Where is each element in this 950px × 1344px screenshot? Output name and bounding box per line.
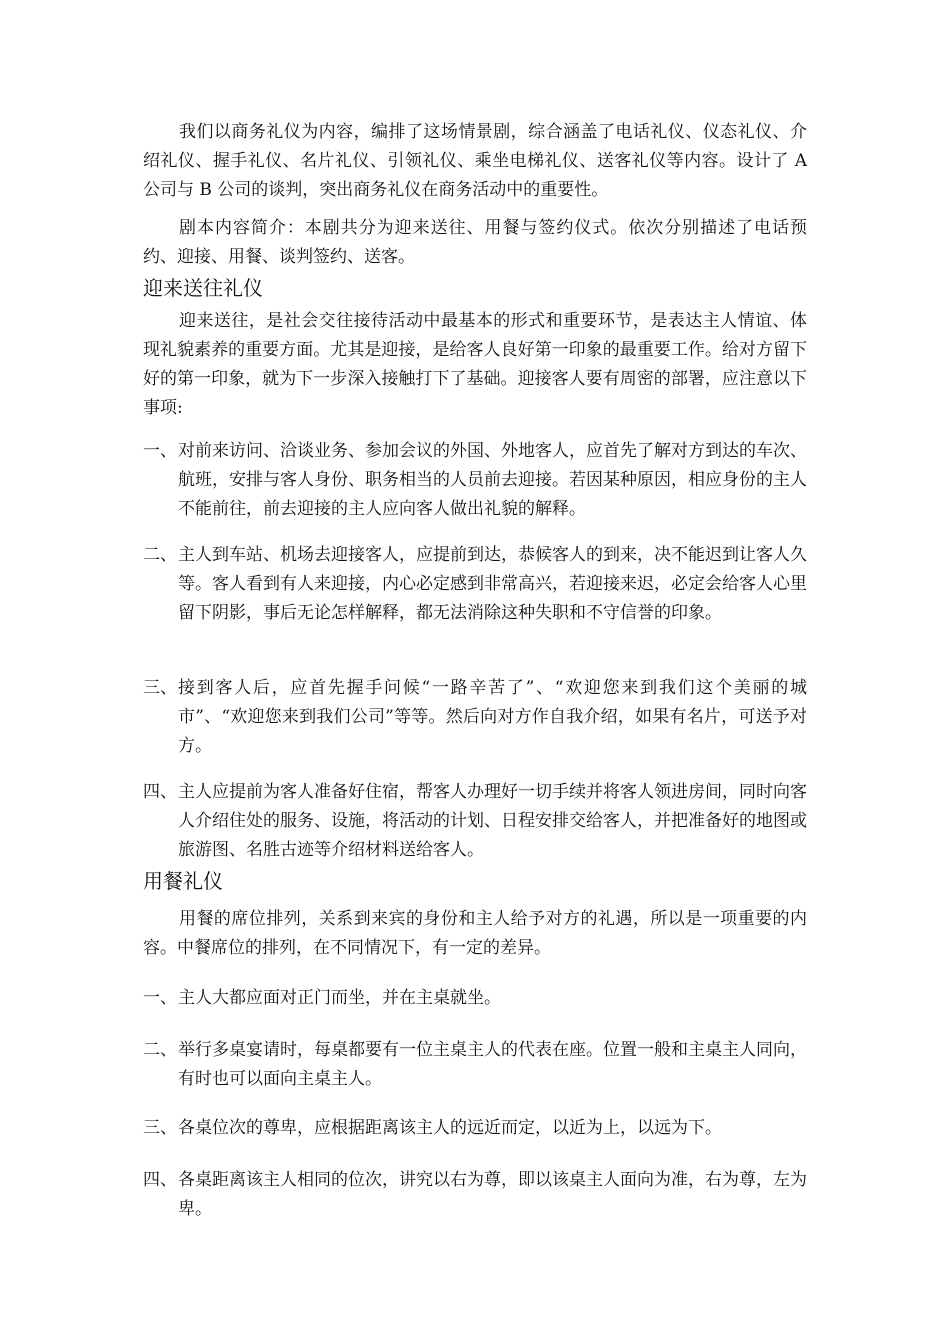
list-item xyxy=(143,674,807,761)
list-item-text: 主人应提前为客人准备好住宿，帮客人办理好一切手续并将客人领进房间，同时向客人介绍住处的服务、设施，将活动的计划、日程安排交给客人，并把准备好的地图或旅游图、名胜古迹等介绍材料送给客人。 xyxy=(178,782,807,860)
list-item xyxy=(143,1114,807,1143)
list-item xyxy=(143,1036,807,1094)
list-item-number: 三、 xyxy=(143,678,177,698)
intro-paragraph-1: 我们以商务礼仪为内容，编排了这场情景剧，综合涵盖了电话礼仪、仪态礼仪、介绍礼仪、握手礼仪、名片礼仪、引领礼仪、乘坐电梯礼仪、送客礼仪等内容。设计了 A 公司与 B 公司的谈判，突出商务礼仪在商务活动中的重要性。 xyxy=(143,122,807,200)
list-item xyxy=(143,541,807,628)
list-item xyxy=(143,778,807,865)
list-item-text: 对前来访问、洽谈业务、参加会议的外国、外地客人，应首先了解对方到达的车次、航班，安排与客人身份、职务相当的人员前去迎接。若因某种原因，相应身份的主人不能前往，前去迎接的主人应向客人做出礼貌的解释。 xyxy=(178,441,807,519)
list-item-number: 二、 xyxy=(143,545,177,565)
section-intro-dining: 用餐的席位排列，关系到来宾的身份和主人给予对方的礼遇，所以是一项重要的内容。中餐席位的排列，在不同情况下，有一定的差异。 xyxy=(143,909,807,958)
list-item-number: 一、 xyxy=(143,441,177,461)
list-item xyxy=(143,437,807,524)
list-item-number: 四、 xyxy=(143,782,177,802)
list-item xyxy=(143,1166,807,1224)
list-item-text: 主人到车站、机场去迎接客人，应提前到达，恭候客人的到来，决不能迟到让客人久等。客人看到有人来迎接，内心必定感到非常高兴，若迎接来迟，必定会给客人心里留下阴影，事后无论怎样解释，都无法消除这种失职和不守信誉的印象。 xyxy=(178,545,807,623)
section-heading-reception: 迎来送往礼仪 xyxy=(143,276,263,300)
list-item-text: 举行多桌宴请时，每桌都要有一位主桌主人的代表在座。位置一般和主桌主人同向，有时也可以面向主桌主人。 xyxy=(178,1040,807,1089)
list-item-number: 二、 xyxy=(143,1040,177,1060)
list-item-text: 各桌位次的尊卑，应根据距离该主人的远近而定，以近为上，以远为下。 xyxy=(178,1118,722,1138)
list-item xyxy=(143,984,807,1013)
list-item-number: 四、 xyxy=(143,1170,177,1190)
list-item-text: 接到客人后，应首先握手问候“一路辛苦了”、“欢迎您来到我们这个美丽的城市”、“欢迎您来到我们公司”等等。然后向对方作自我介绍，如果有名片，可送予对方。 xyxy=(178,678,807,756)
list-item-number: 一、 xyxy=(143,988,177,1008)
intro-paragraph-2: 剧本内容简介：本剧共分为迎来送往、用餐与签约仪式。依次分别描述了电话预约、迎接、用餐、谈判签约、送客。 xyxy=(143,218,807,267)
section-intro-reception: 迎来送往，是社会交往接待活动中最基本的形式和重要环节，是表达主人情谊、体现礼貌素养的重要方面。尤其是迎接，是给客人良好第一印象的最重要工作。给对方留下好的第一印象，就为下一步深入接触打下了基础。迎接客人要有周密的部署，应注意以下事项: xyxy=(143,311,807,418)
list-item-text: 各桌距离该主人相同的位次，讲究以右为尊，即以该桌主人面向为准，右为尊，左为卑。 xyxy=(178,1170,807,1219)
list-item-number: 三、 xyxy=(143,1118,177,1138)
section-heading-dining: 用餐礼仪 xyxy=(143,869,223,893)
list-item-text: 主人大都应面对正门而坐，并在主桌就坐。 xyxy=(178,988,501,1008)
